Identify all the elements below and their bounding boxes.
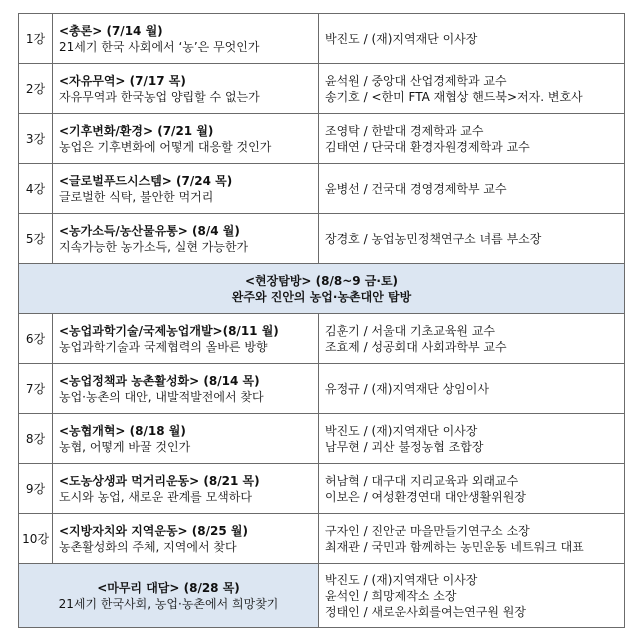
session-subtitle: 21세기 한국 사회에서 ‘농’은 무엇인가 [59, 39, 260, 54]
session-row [19, 464, 625, 514]
session-number: 2강 [19, 64, 53, 114]
session-topic [53, 164, 319, 214]
session-lecturers [319, 164, 625, 214]
session-lecturers [319, 14, 625, 64]
session-title: <도농상생과 먹거리운동> (8/21 목) [59, 473, 260, 488]
lecturer: 조효제 / 성공회대 사회과학부 교수 [325, 339, 507, 354]
session-number: 3강 [19, 114, 53, 164]
session-title: <농업과학기술/국제농업개발>(8/11 월) [59, 323, 279, 338]
field-trip-row [19, 264, 625, 314]
session-lecturers [319, 64, 625, 114]
session-title: <총론> (7/14 월) [59, 23, 163, 38]
session-number: 6강 [19, 314, 53, 364]
session-lecturers [319, 464, 625, 514]
session-row [19, 114, 625, 164]
session-title: <농업정책과 농촌활성화> (8/14 목) [59, 373, 260, 388]
lecturer: 송기호 / <한미 FTA 재협상 핸드북>저자. 변호사 [325, 89, 583, 104]
lecture-schedule-table [18, 13, 625, 628]
lecturer: 최재관 / 국민과 함께하는 농민운동 네트워크 대표 [325, 539, 584, 554]
lecturer: 박진도 / (재)지역재단 이사장 [325, 572, 478, 587]
lecturer: 박진도 / (재)지역재단 이사장 [325, 423, 478, 438]
session-title: <글로벌푸드시스템> (7/24 목) [59, 173, 233, 188]
session-topic [53, 14, 319, 64]
final-lecturers [319, 564, 625, 628]
session-row [19, 364, 625, 414]
session-title: <지방자치와 지역운동> (8/25 월) [59, 523, 248, 538]
session-row [19, 314, 625, 364]
session-title: <농협개혁> (8/18 월) [59, 423, 186, 438]
lecturer: 장경호 / 농업농민정책연구소 녀름 부소장 [325, 231, 542, 246]
lecturer: 이보은 / 여성환경연대 대안생활위원장 [325, 489, 526, 504]
lecturer: 구자인 / 진안군 마을만들기연구소 소장 [325, 523, 530, 538]
session-number: 4강 [19, 164, 53, 214]
lecturer: 윤석인 / 희망제작소 소장 [325, 588, 457, 603]
session-subtitle: 농협, 어떻게 바꿀 것인가 [59, 439, 191, 454]
session-lecturers [319, 514, 625, 564]
session-subtitle: 지속가능한 농가소득, 실현 가능한가 [59, 239, 249, 254]
lecturer: 김훈기 / 서울대 기초교육원 교수 [325, 323, 495, 338]
session-title: <자유무역> (7/17 목) [59, 73, 186, 88]
session-row [19, 214, 625, 264]
session-topic [53, 414, 319, 464]
session-number: 1강 [19, 14, 53, 64]
session-topic [53, 314, 319, 364]
session-lecturers [319, 414, 625, 464]
session-subtitle: 도시와 농업, 새로운 관계를 모색하다 [59, 489, 252, 504]
lecturer: 허남혁 / 대구대 지리교육과 외래교수 [325, 473, 519, 488]
session-subtitle: 농촌활성화의 주체, 지역에서 찾다 [59, 539, 237, 554]
session-number: 8강 [19, 414, 53, 464]
session-topic [53, 514, 319, 564]
lecturer: 정태인 / 새로운사회를여는연구원 원장 [325, 604, 526, 619]
session-lecturers [319, 364, 625, 414]
session-topic [53, 214, 319, 264]
session-title: <농가소득/농산물유통> (8/4 월) [59, 223, 240, 238]
lecturer: 윤석원 / 중앙대 산업경제학과 교수 [325, 73, 507, 88]
session-row [19, 64, 625, 114]
session-topic [53, 464, 319, 514]
session-number: 9강 [19, 464, 53, 514]
lecturer: 윤병선 / 건국대 경영경제학부 교수 [325, 181, 507, 196]
field-trip-cell [19, 264, 625, 314]
lecturer: 박진도 / (재)지역재단 이사장 [325, 31, 478, 46]
session-lecturers [319, 214, 625, 264]
session-subtitle: 자유무역과 한국농업 양립할 수 없는가 [59, 89, 260, 104]
session-number: 5강 [19, 214, 53, 264]
session-number: 7강 [19, 364, 53, 414]
session-topic [53, 114, 319, 164]
session-lecturers [319, 114, 625, 164]
session-topic [53, 364, 319, 414]
lecturer: 조영탁 / 한밭대 경제학과 교수 [325, 123, 484, 138]
session-subtitle: 글로벌한 식탁, 불안한 먹거리 [59, 189, 214, 204]
lecturer: 남무현 / 괴산 불정농협 조합장 [325, 439, 484, 454]
final-row [19, 564, 625, 628]
session-row [19, 514, 625, 564]
final-topic [19, 564, 319, 628]
session-number: 10강 [19, 514, 53, 564]
field-trip-title: <현장탐방> (8/8~9 금·토) [244, 273, 399, 288]
lecturer: 김태연 / 단국대 환경자원경제학과 교수 [325, 139, 530, 154]
session-title: <기후변화/환경> (7/21 월) [59, 123, 214, 138]
final-title: <마무리 대담> (8/28 목) [97, 580, 240, 595]
session-subtitle: 농업과학기술과 국제협력의 올바른 방향 [59, 339, 268, 354]
session-topic [53, 64, 319, 114]
session-subtitle: 농업·농촌의 대안, 내발적발전에서 찾다 [59, 389, 264, 404]
session-row [19, 14, 625, 64]
session-lecturers [319, 314, 625, 364]
final-subtitle: 21세기 한국사회, 농업·농촌에서 희망찾기 [58, 596, 279, 611]
lecturer: 유정규 / (재)지역재단 상임이사 [325, 381, 489, 396]
session-row [19, 164, 625, 214]
session-subtitle: 농업은 기후변화에 어떻게 대응할 것인가 [59, 139, 272, 154]
field-trip-subtitle: 완주와 진안의 농업·농촌대안 탐방 [231, 289, 412, 304]
session-row [19, 414, 625, 464]
